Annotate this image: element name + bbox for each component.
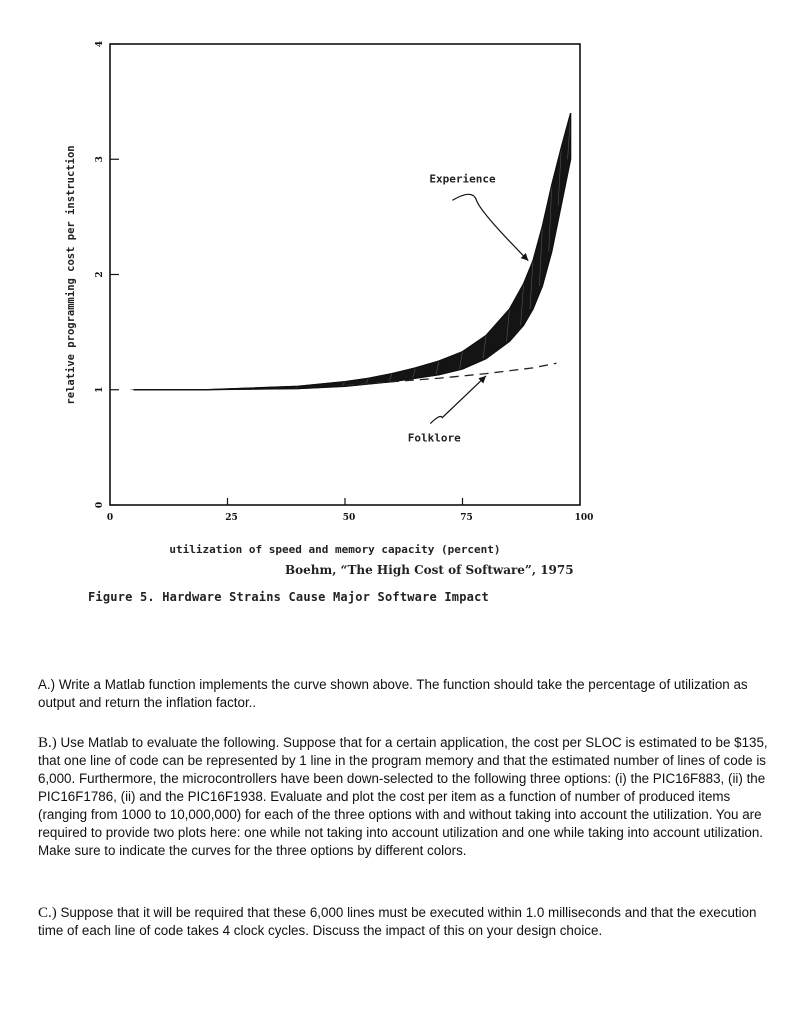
experience-band (134, 113, 571, 390)
experience-lower-edge (134, 159, 571, 390)
x-tick-label: 0 (106, 513, 114, 523)
x-tick-label: 50 (342, 513, 356, 523)
experience-arrow (453, 194, 529, 260)
y-tick-label: 0 (95, 501, 105, 509)
x-tick-label: 25 (225, 513, 238, 523)
figure-caption: Figure 5. Hardware Strains Cause Major Software Impact (88, 590, 489, 604)
y-axis-label: relative programming cost per instruction (65, 145, 77, 405)
question-b (38, 734, 773, 860)
x-tick-label: 100 (574, 513, 594, 523)
question-b-label: B.) (38, 735, 57, 751)
y-tick-label: 2 (95, 271, 105, 278)
question-c (38, 904, 773, 940)
annotation-folklore: Folklore (407, 431, 461, 445)
y-tick-label: 4 (95, 40, 105, 48)
series-layer (131, 113, 571, 390)
question-a: A.) Write a Matlab function implements the curve shown above. The function should take the percentage of utilization as output and return the inflation factor.. (38, 677, 748, 710)
question-b-text: Use Matlab to evaluate the following. Suppose that for a certain application, the cost per SLOC is estimated to be $135, that one line of code can be represented by 1 line in the program memory and that the estimated number of lines of code is 6,000. Furthermore, the microcontrollers have been down-selected to the following three options: (i) the PIC16F883, (ii) the PIC16F1786, (ii) and the PIC16F1938. Evaluate and plot the cost per item as a function of number of produced items (ranging from 1000 to 10,000,000) for each of the three options with and without taking into account the utilization. You are required to provide two plots here: one while not taking into account utilization and one while taking into account utilization. Make sure to indicate the curves for the three options by different colors. (38, 735, 768, 858)
x-tick-label: 75 (460, 513, 473, 523)
y-tick-label: 3 (95, 156, 105, 163)
x-axis-label: utilization of speed and memory capacity (percent) (169, 543, 501, 556)
question-c-text: Suppose that it will be required that these 6,000 lines must be executed within 1.0 milliseconds and that the execution time of each line of code takes 4 clock cycles. Discuss the impact of this on your design choice. (38, 905, 757, 938)
source-citation: Boehm, “The High Cost of Software”, 1975 (285, 563, 574, 577)
x-ticks (107, 498, 594, 523)
experience-upper-edge (134, 113, 571, 390)
y-ticks (95, 41, 119, 508)
annotation-experience: Experience (429, 172, 496, 186)
question-c-label: C.) (38, 905, 57, 921)
plot-frame (110, 44, 580, 505)
y-tick-label: 1 (95, 386, 105, 393)
folklore-arrow (430, 376, 486, 424)
